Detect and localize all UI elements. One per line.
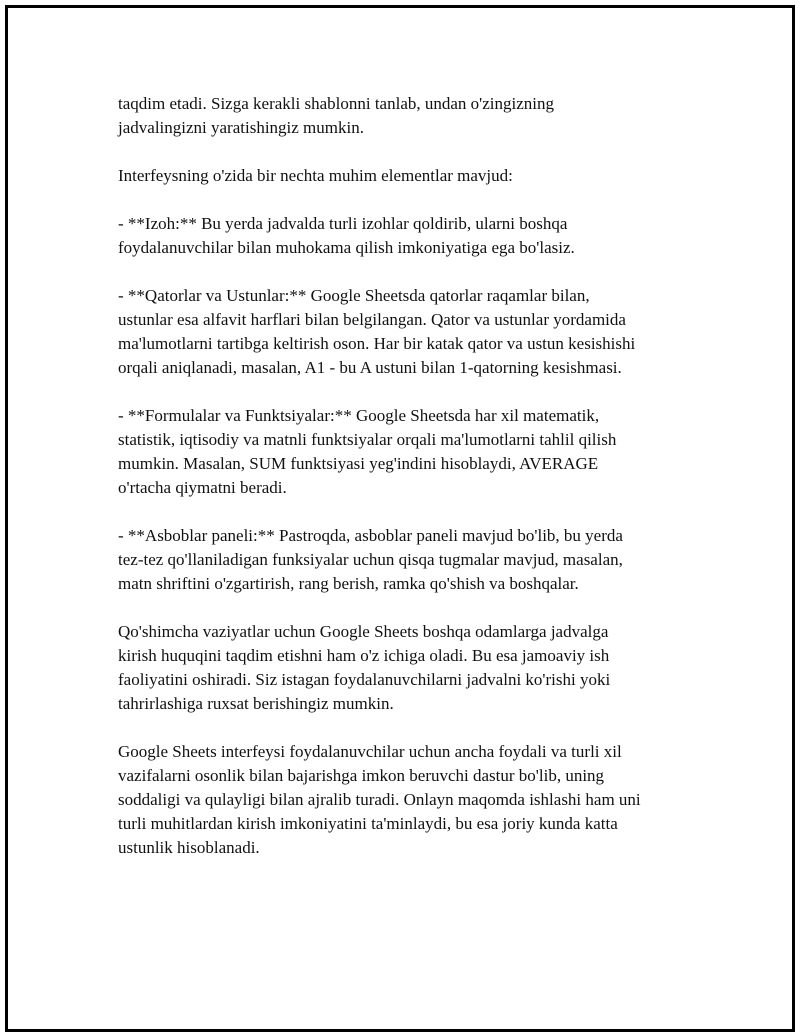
text-line: - **Qatorlar va Ustunlar:** Google Sheetsda qatorlar raqamlar bilan,	[118, 286, 590, 305]
text-line: taqdim etadi. Sizga kerakli shablonni tanlab, undan o'zingizning	[118, 94, 554, 113]
paragraph-sharing	[118, 620, 698, 716]
text-line: ustunlar esa alfavit harflari bilan belgilangan. Qator va ustunlar yordamida	[118, 310, 626, 329]
paragraph-template-intro	[118, 92, 698, 140]
document-body	[118, 92, 698, 884]
text-line: tez-tez qo'llaniladigan funksiyalar uchun qisqa tugmalar mavjud, masalan,	[118, 550, 623, 569]
text-line: foydalanuvchilar bilan muhokama qilish imkoniyatiga ega bo'lasiz.	[118, 238, 575, 257]
text-line: vazifalarni osonlik bilan bajarishga imkon beruvchi dastur bo'lib, uning	[118, 766, 605, 785]
text-line: ma'lumotlarni tartibga keltirish oson. Har bir katak qator va ustun kesishishi	[118, 334, 636, 353]
text-line: Google Sheets interfeysi foydalanuvchilar uchun ancha foydali va turli xil	[118, 742, 622, 761]
text-line: kirish huquqini taqdim etishni ham o'z ichiga oladi. Bu esa jamoaviy ish	[118, 646, 610, 665]
paragraph-interface-elements	[118, 164, 698, 188]
paragraph-comments	[118, 212, 698, 260]
text-line: Interfeysning o'zida bir nechta muhim elementlar mavjud:	[118, 166, 513, 185]
text-line: tahrirlashiga ruxsat berishingiz mumkin.	[118, 694, 394, 713]
text-line: turli muhitlardan kirish imkoniyatini ta'minlaydi, bu esa joriy kunda katta	[118, 814, 618, 833]
text-line: ustunlik hisoblanadi.	[118, 838, 260, 857]
text-line: statistik, iqtisodiy va matnli funktsiyalar orqali ma'lumotlarni tahlil qilish	[118, 430, 617, 449]
text-line: mumkin. Masalan, SUM funktsiyasi yeg'indini hisoblaydi, AVERAGE	[118, 454, 599, 473]
text-line: faoliyatini oshiradi. Siz istagan foydalanuvchilarni jadvalni ko'rishi yoki	[118, 670, 611, 689]
text-line: jadvalingizni yaratishingiz mumkin.	[118, 118, 364, 137]
text-line: soddaligi va qulayligi bilan ajralib turadi. Onlayn maqomda ishlashi ham uni	[118, 790, 641, 809]
text-line: matn shriftini o'zgartirish, rang berish, ramka qo'shish va boshqalar.	[118, 574, 579, 593]
text-line: - **Formulalar va Funktsiyalar:** Google Sheetsda har xil matematik,	[118, 406, 600, 425]
text-line: orqali aniqlanadi, masalan, A1 - bu A ustuni bilan 1-qatorning kesishmasi.	[118, 358, 622, 377]
paragraph-toolbar	[118, 524, 698, 596]
text-line: - **Asboblar paneli:** Pastroqda, asboblar paneli mavjud bo'lib, bu yerda	[118, 526, 623, 545]
paragraph-formulas-functions	[118, 404, 698, 500]
text-line: - **Izoh:** Bu yerda jadvalda turli izohlar qoldirib, ularni boshqa	[118, 214, 568, 233]
paragraph-rows-columns	[118, 284, 698, 380]
text-line: Qo'shimcha vaziyatlar uchun Google Sheets boshqa odamlarga jadvalga	[118, 622, 609, 641]
paragraph-conclusion	[118, 740, 698, 860]
text-line: o'rtacha qiymatni beradi.	[118, 478, 287, 497]
